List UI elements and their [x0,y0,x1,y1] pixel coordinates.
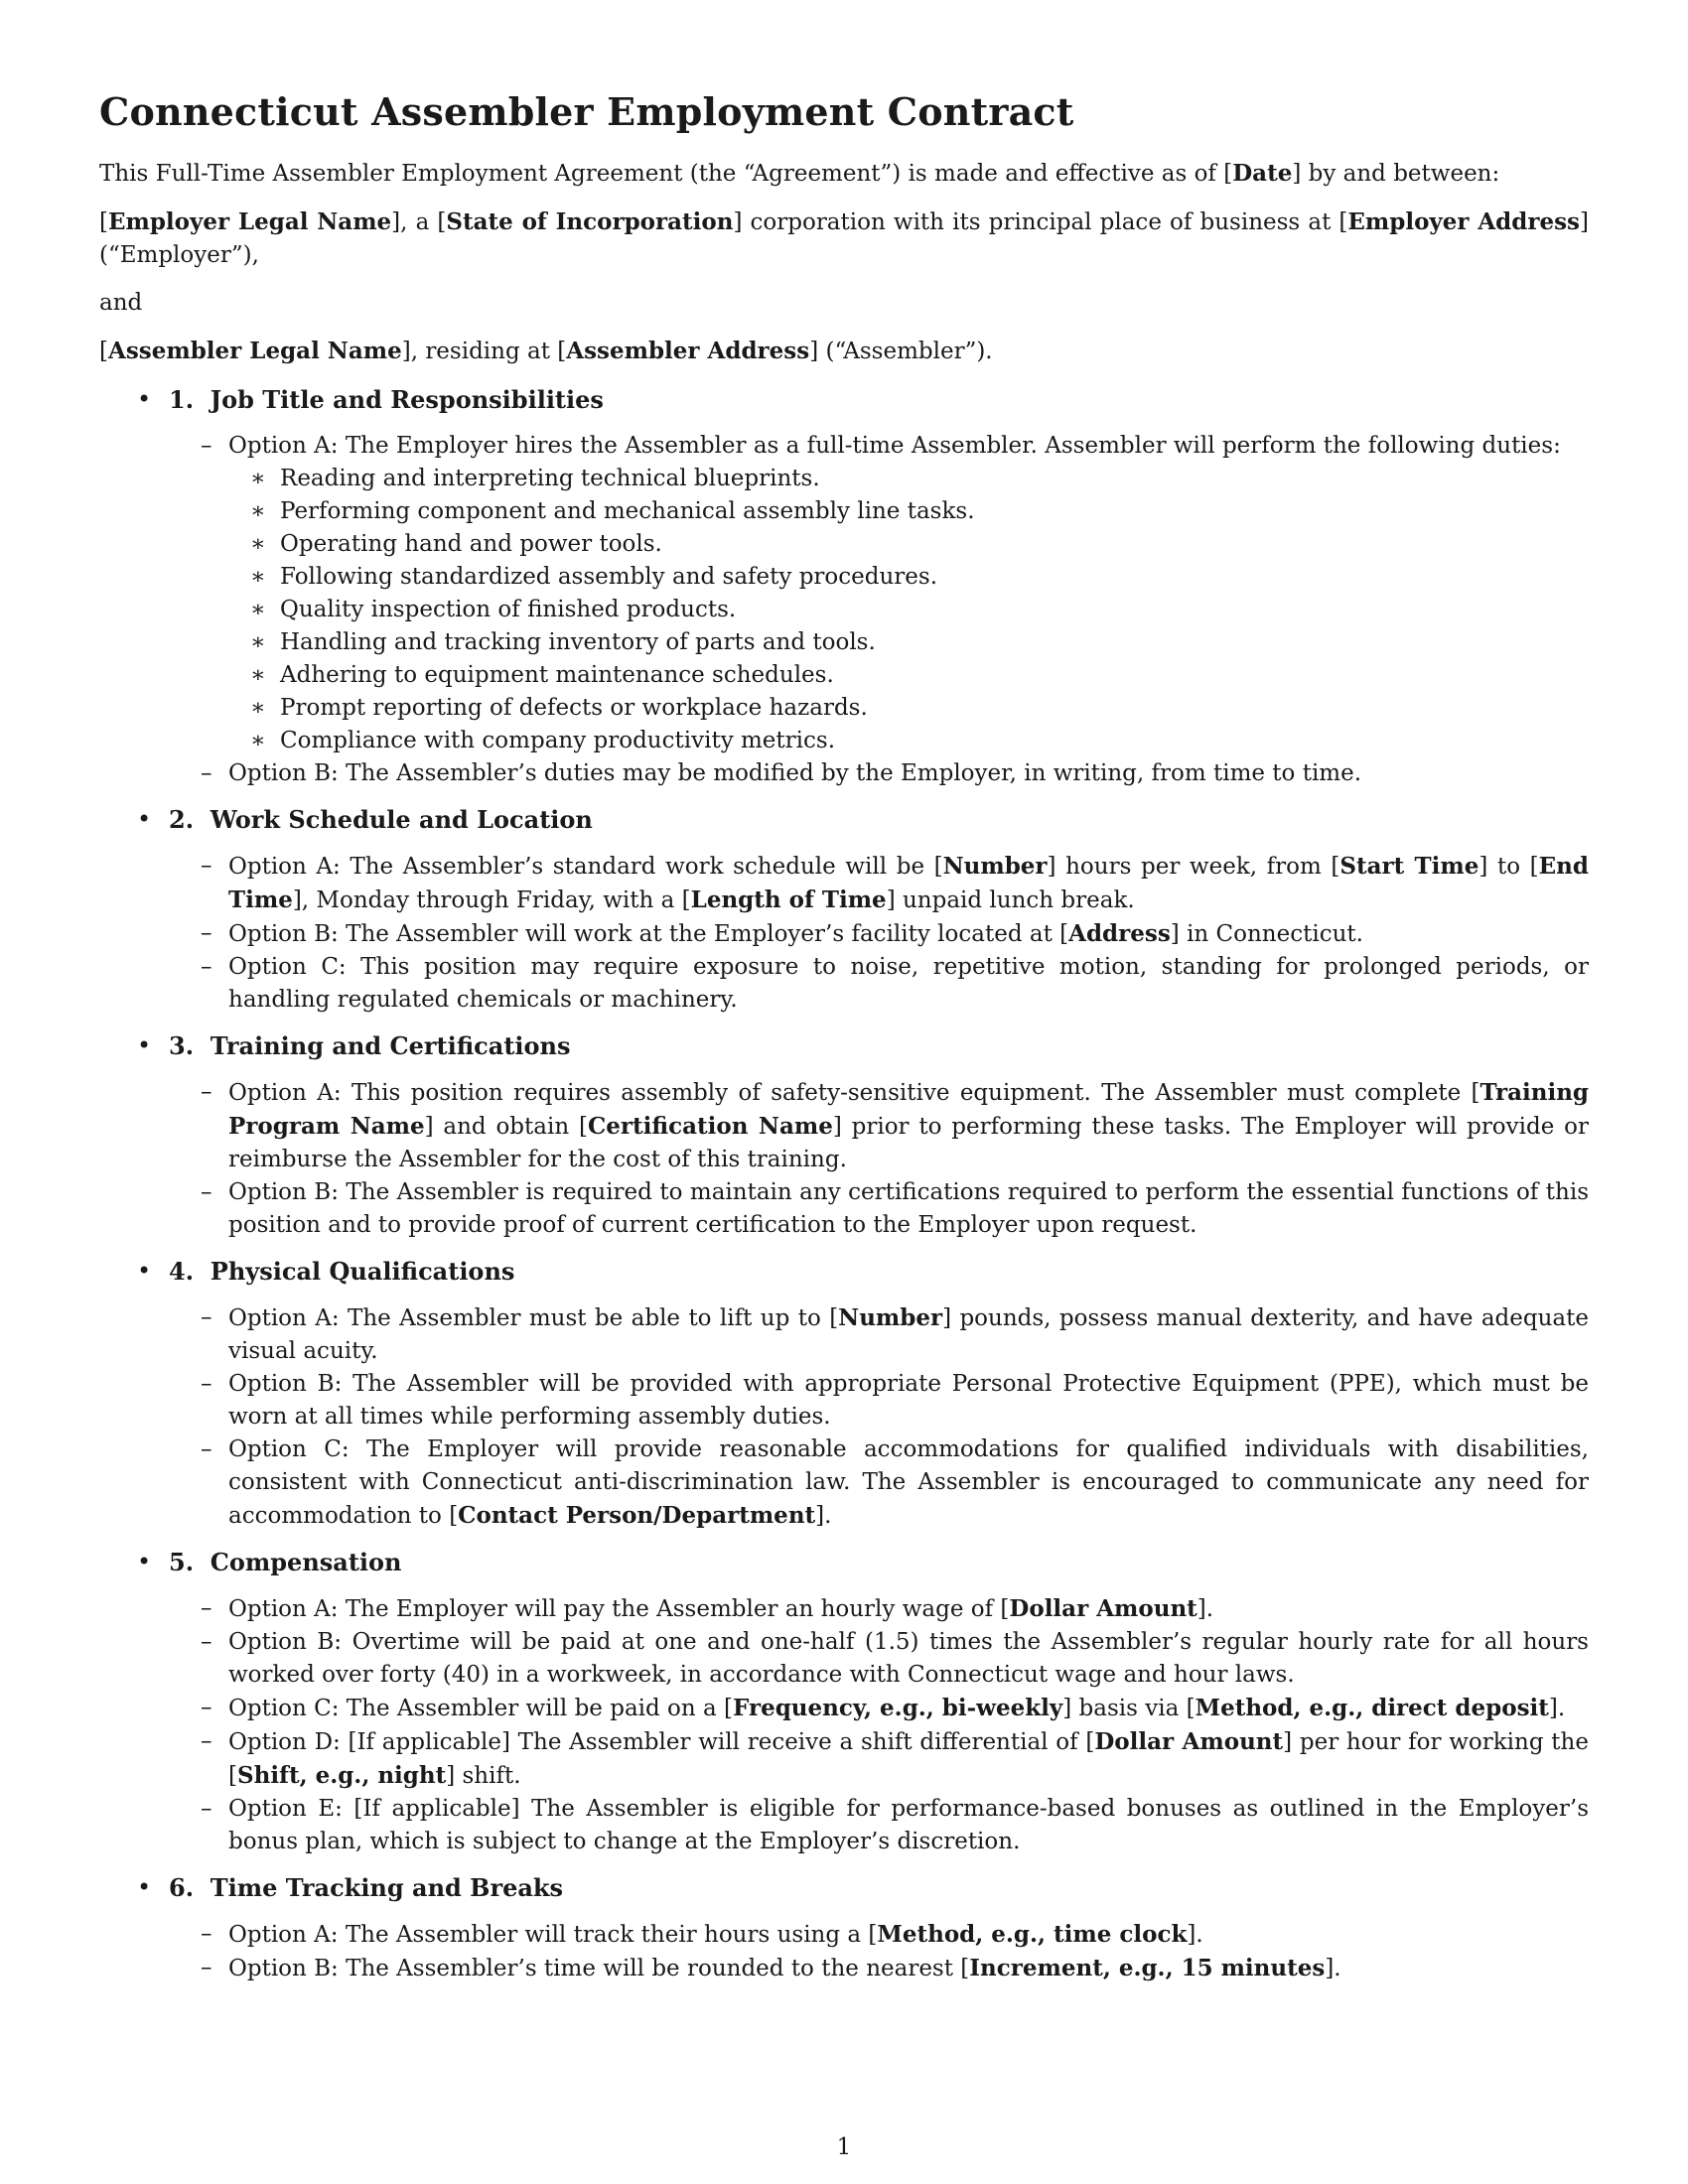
duty-item [228,528,1589,561]
method-placeholder: Method, e.g., time clock [877,1921,1188,1948]
star-marker: ∗ [250,466,266,491]
section-title: 5. Compensation [169,1548,402,1576]
option-text: ] unpaid lunch break. [886,887,1135,913]
employer-name-placeholder: Employer Legal Name [107,208,392,235]
bullet-marker: • [137,1548,152,1575]
dash-marker: – [201,1079,212,1105]
intro-text: ] by and between: [1292,161,1500,187]
section-training [99,1029,1589,1242]
duty-text: Following standardized assembly and safety procedures. [280,564,938,590]
option-text: Option C: The Assembler will be paid on a [ [228,1696,734,1721]
option-text: Option A: The Employer will pay the Assembler an hourly wage of [ [228,1596,1010,1622]
duty-item [228,692,1589,725]
document-page [99,87,1589,1998]
assembler-text: [ [99,339,108,364]
options-list [169,1301,1589,1533]
option-text: Option C: The Employer will provide reasonable accommodations for qualified individuals with disabilities, consistent with Connecticut anti-discrimination law. The Assembler is encouraged to communicate any need for accommodation to [ [228,1436,1589,1529]
star-marker: ∗ [250,728,266,753]
section-time-tracking [99,1871,1589,1985]
certification-placeholder: Certification Name [587,1113,833,1140]
bullet-marker: • [137,385,152,413]
option-item [169,1176,1589,1242]
section-work-schedule [99,803,1589,1017]
frequency-placeholder: Frequency, e.g., bi-weekly [733,1695,1063,1721]
duty-item [228,725,1589,757]
option-item [169,850,1589,917]
option-text: ] hours per week, from [ [1047,854,1340,880]
dash-marker: – [201,1955,212,1980]
page-number: 1 [836,2134,852,2160]
dollar-amount-placeholder: Dollar Amount [1009,1595,1197,1622]
page-title: Connecticut Assembler Employment Contract [99,89,1074,134]
duty-item [228,659,1589,692]
star-marker: ∗ [250,498,266,524]
star-marker: ∗ [250,531,266,557]
method-placeholder: Method, e.g., direct deposit [1195,1695,1549,1721]
employer-text: [ [99,209,108,235]
contact-placeholder: Contact Person/Department [458,1502,816,1529]
option-item [169,1725,1589,1793]
option-text: Option D: [If applicable] The Assembler will receive a shift differential of [ [228,1729,1095,1755]
star-marker: ∗ [250,695,266,721]
option-item [169,917,1589,951]
option-text: ]. [1187,1922,1203,1948]
section-title: 2. Work Schedule and Location [169,805,593,834]
intro-text: This Full-Time Assembler Employment Agreement (the “Agreement”) is made and effective as of [ [99,161,1233,187]
option-text: Option B: The Assembler is required to maintain any certifications required to perform the essential functions of this position and to provide proof of current certification to the Employer upon request. [228,1179,1589,1238]
dash-marker: – [201,1304,212,1330]
bullet-marker: • [137,1257,152,1285]
duty-text: Adhering to equipment maintenance schedules. [280,662,834,688]
option-text: ]. [1548,1696,1566,1721]
option-text: Option B: Overtime will be paid at one and one-half (1.5) times the Assembler’s regular hourly rate for all hours worked over forty (40) in a workweek, in accordance with Connecticut wage and hour laws. [228,1629,1589,1688]
dash-marker: – [201,1436,212,1462]
option-text: ] in Connecticut. [1170,921,1363,947]
option-item [169,1592,1589,1626]
dash-marker: – [201,853,212,879]
dash-marker: – [201,1371,212,1397]
dash-marker: – [201,1629,212,1655]
option-text: ] and obtain [ [424,1114,588,1140]
option-item [169,1918,1589,1952]
start-time-placeholder: Start Time [1339,853,1479,880]
employer-address-placeholder: Employer Address [1347,208,1580,235]
option-item [169,1793,1589,1858]
option-text: ]. [1196,1596,1214,1622]
option-text: Option A: The Assembler’s standard work schedule will be [ [228,854,943,880]
sections-list [99,383,1589,1985]
and-paragraph: and [99,290,143,316]
option-text: Option A: The Assembler must be able to lift up to [ [228,1305,839,1331]
option-item [169,1952,1589,1985]
option-item [169,757,1589,790]
option-text: ]. [815,1503,832,1529]
dash-marker: – [201,954,212,980]
star-marker: ∗ [250,564,266,590]
option-text: ] prior to performing these tasks. The Employer will provide or reimburse the Assembler for the cost of this training. [228,1114,1589,1172]
number-placeholder: Number [942,853,1048,880]
duty-item [228,495,1589,528]
option-item [169,1626,1589,1692]
duty-text: Performing component and mechanical assembly line tasks. [280,498,975,524]
option-text: ], Monday through Friday, with a [ [292,887,691,913]
assembler-text: ], residing at [ [401,339,567,364]
option-text: ] shift. [446,1763,521,1789]
employer-text: ] (“Employer”), [99,209,1589,268]
section-physical-qualifications [99,1255,1589,1533]
options-list [169,1592,1589,1858]
shift-placeholder: Shift, e.g., night [236,1762,447,1789]
length-of-time-placeholder: Length of Time [690,887,887,913]
option-text: Option B: The Assembler will work at the Employer’s facility located at [ [228,921,1069,947]
state-placeholder: State of Incorporation [446,208,734,235]
dash-marker: – [201,1595,212,1621]
address-placeholder: Address [1068,920,1171,947]
option-text: Option B: The Assembler will be provided with appropriate Personal Protective Equipment (PPE), which must be worn at all times while performing assembly duties. [228,1371,1589,1430]
option-item [169,1301,1589,1368]
option-item [169,1433,1589,1533]
assembler-address-placeholder: Assembler Address [566,338,810,364]
option-item [169,1076,1589,1176]
number-placeholder: Number [838,1304,943,1331]
bullet-marker: • [137,805,152,833]
option-item [169,1692,1589,1725]
dollar-amount-placeholder: Dollar Amount [1094,1728,1284,1755]
options-list [169,1076,1589,1242]
duty-text: Compliance with company productivity metrics. [280,728,836,753]
assembler-name-placeholder: Assembler Legal Name [107,338,402,364]
duty-item [228,561,1589,594]
option-text: Option B: The Assembler’s time will be rounded to the nearest [ [228,1956,970,1981]
section-job-title [99,383,1589,790]
dash-marker: – [201,920,212,946]
duty-text: Operating hand and power tools. [280,531,662,557]
section-title: 3. Training and Certifications [169,1031,571,1060]
assembler-text: ] (“Assembler”). [809,339,993,364]
dash-marker: – [201,1796,212,1822]
training-program-placeholder: Training Program Name [228,1079,1589,1140]
option-text: ] to [ [1478,854,1539,880]
dash-marker: – [201,1179,212,1205]
star-marker: ∗ [250,662,266,688]
duty-item [228,594,1589,626]
duty-text: Handling and tracking inventory of parts and tools. [280,629,876,655]
duties-list [228,463,1589,757]
dash-marker: – [201,1728,212,1754]
options-list [169,850,1589,1017]
option-text: Option A: This position requires assembly of safety-sensitive equipment. The Assembler must complete [ [228,1080,1480,1106]
duty-item [228,463,1589,495]
option-text: Option C: This position may require exposure to noise, repetitive motion, standing for prolonged periods, or handling regulated chemicals or machinery. [228,954,1589,1013]
employer-text: ] corporation with its principal place of business at [ [733,209,1348,235]
option-text: Option A: The Employer hires the Assembler as a full-time Assembler. Assembler will perform the following duties: [228,433,1561,459]
option-item [169,951,1589,1017]
increment-placeholder: Increment, e.g., 15 minutes [969,1955,1326,1981]
section-title: 6. Time Tracking and Breaks [169,1873,564,1902]
employer-text: ], a [ [391,209,447,235]
option-text: Option E: [If applicable] The Assembler is eligible for performance-based bonuses as outlined in the Employer’s bonus plan, which is subject to change at the Employer’s discretion. [228,1796,1589,1854]
end-time-placeholder: End Time [228,853,1589,913]
duty-text: Quality inspection of finished products. [280,597,737,622]
bullet-marker: • [137,1873,152,1901]
dash-marker: – [201,1695,212,1720]
duty-text: Reading and interpreting technical blueprints. [280,466,820,491]
option-text: ] per hour for working the [ [228,1729,1589,1789]
options-list [169,1918,1589,1985]
assembler-paragraph [99,335,1589,368]
options-list [169,430,1589,790]
dash-marker: – [201,760,212,786]
star-marker: ∗ [250,597,266,622]
option-text: Option A: The Assembler will track their hours using a [ [228,1922,878,1948]
duty-item [228,626,1589,659]
option-text: ] basis via [ [1062,1696,1196,1721]
section-title: 1. Job Title and Responsibilities [169,385,604,414]
bullet-marker: • [137,1031,152,1059]
option-text: ] pounds, possess manual dexterity, and have adequate visual acuity. [228,1305,1589,1364]
date-placeholder: Date [1232,160,1293,187]
section-compensation [99,1546,1589,1858]
option-text: ]. [1325,1956,1341,1981]
duty-text: Prompt reporting of defects or workplace hazards. [280,695,868,721]
dash-marker: – [201,433,212,459]
dash-marker: – [201,1921,212,1947]
option-item [169,430,1589,757]
option-item [169,1368,1589,1433]
star-marker: ∗ [250,629,266,655]
intro-paragraph [99,157,1589,191]
section-title: 4. Physical Qualifications [169,1257,515,1286]
option-text: Option B: The Assembler’s duties may be modified by the Employer, in writing, from time to time. [228,760,1362,786]
employer-paragraph [99,205,1589,272]
